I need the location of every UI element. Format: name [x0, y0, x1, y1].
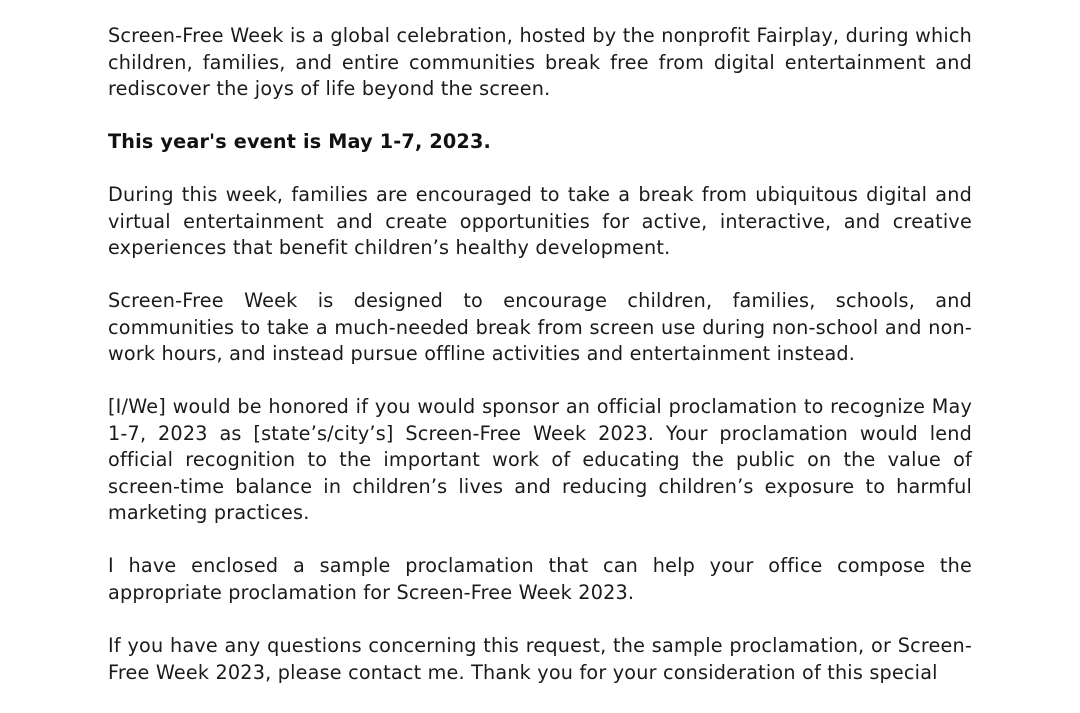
- proclamation-request-paragraph: [I/We] would be honored if you would sponsor an official proclamation to recognize May 1-7, 2023 as [state’s/city’s] Screen-Free Week 2023. Your proclamation would lend official recognition to the important work of educating the public on the value of screen-time balance in children’s lives and reducing children’s exposure to harmful marketing practices.: [108, 395, 972, 525]
- event-date-paragraph: This year's event is May 1-7, 2023.: [108, 130, 492, 154]
- intro-paragraph: Screen-Free Week is a global celebration, hosted by the nonprofit Fairplay, during which children, families, and entire communities break free from digital entertainment and rediscover the joys of life beyond the screen.: [108, 24, 972, 100]
- contact-paragraph: If you have any questions concerning this request, the sample proclamation, or Screen-Free Week 2023, please contact me. Thank you for your consideration of this special: [108, 634, 972, 684]
- week-description-paragraph: During this week, families are encouraged to take a break from ubiquitous digital and virtual entertainment and create opportunities for active, interactive, and creative experiences that benefit children’s healthy development.: [108, 183, 972, 260]
- purpose-paragraph: Screen-Free Week is designed to encourage children, families, schools, and communities to take a much-needed break from screen use during non-school and non-work hours, and instead pursue offline activities and entertainment instead.: [108, 289, 972, 366]
- enclosure-paragraph: I have enclosed a sample proclamation that can help your office compose the appropriate proclamation for Screen-Free Week 2023.: [108, 554, 972, 604]
- document-page: [108, 23, 972, 713]
